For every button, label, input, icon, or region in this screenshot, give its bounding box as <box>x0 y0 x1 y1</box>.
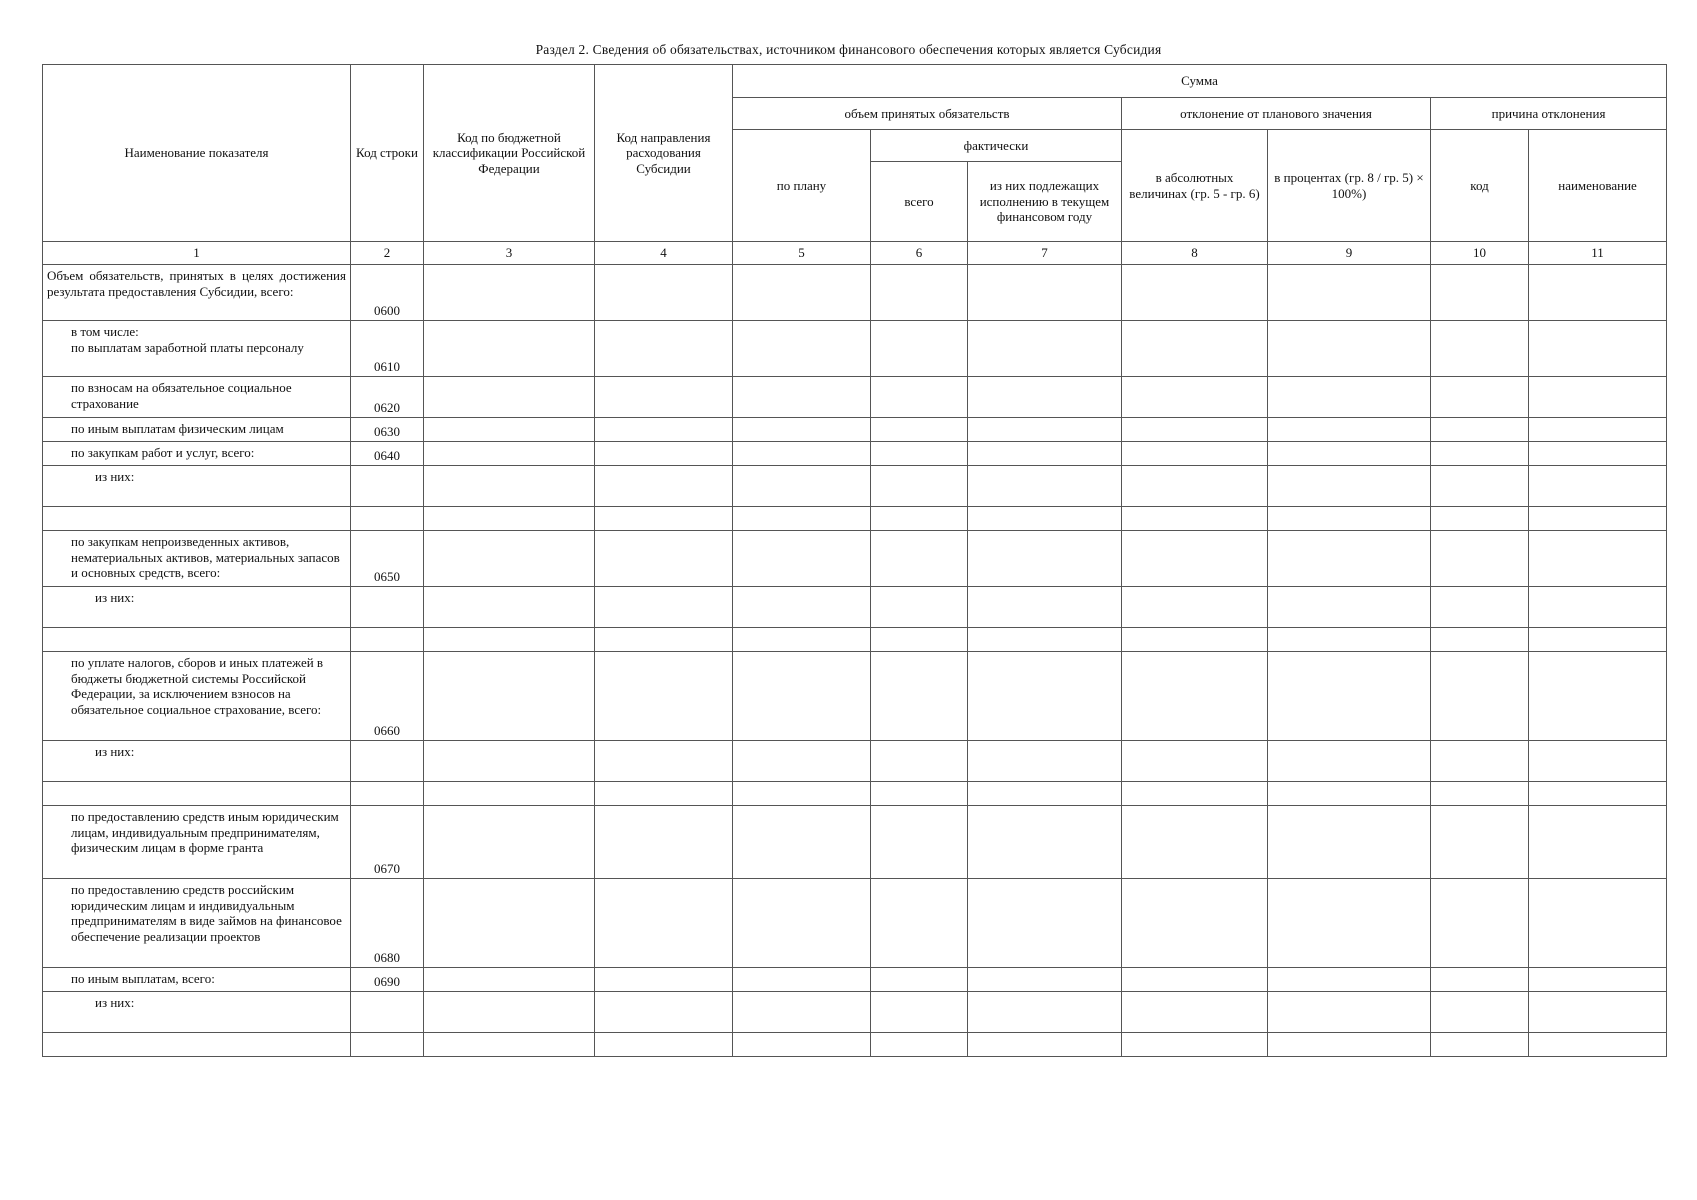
value-cell-col-9[interactable] <box>1268 418 1431 442</box>
value-cell-col-5[interactable] <box>733 265 871 321</box>
value-cell-col-10[interactable] <box>1431 418 1529 442</box>
value-cell-col-6[interactable] <box>871 652 968 741</box>
header-by-plan: по плану <box>733 130 871 242</box>
row-label: Объем обязательств, принятых в целях достижения результата предоставления Субсидии, всего: <box>43 265 351 321</box>
column-number: 8 <box>1122 242 1268 265</box>
value-cell-col-10[interactable] <box>1431 531 1529 587</box>
value-cell-col-11[interactable] <box>1529 321 1667 377</box>
value-cell-col-10[interactable] <box>1431 628 1529 652</box>
value-cell-col-9[interactable] <box>1268 587 1431 628</box>
row-code: 0600 <box>351 265 424 321</box>
value-cell-col-3[interactable] <box>424 652 595 741</box>
value-cell-col-5[interactable] <box>733 879 871 968</box>
value-cell-col-7[interactable] <box>968 466 1122 507</box>
value-cell-col-7[interactable] <box>968 782 1122 806</box>
value-cell-col-11[interactable] <box>1529 992 1667 1033</box>
value-cell-col-3[interactable] <box>424 466 595 507</box>
value-cell-col-3[interactable] <box>424 968 595 992</box>
row-label: по иным выплатам, всего: <box>43 968 351 992</box>
value-cell-col-10[interactable] <box>1431 265 1529 321</box>
value-cell-col-4[interactable] <box>595 628 733 652</box>
value-cell-col-8[interactable] <box>1122 587 1268 628</box>
value-cell-col-9[interactable] <box>1268 466 1431 507</box>
value-cell-col-11[interactable] <box>1529 507 1667 531</box>
value-cell-col-5[interactable] <box>733 968 871 992</box>
value-cell-col-11[interactable] <box>1529 652 1667 741</box>
value-cell-col-3[interactable] <box>424 1033 595 1057</box>
value-cell-col-3[interactable] <box>424 587 595 628</box>
value-cell-col-7[interactable] <box>968 442 1122 466</box>
value-cell-col-4[interactable] <box>595 531 733 587</box>
value-cell-col-7[interactable] <box>968 652 1122 741</box>
value-cell-col-6[interactable] <box>871 782 968 806</box>
value-cell-col-3[interactable] <box>424 321 595 377</box>
value-cell-col-9[interactable] <box>1268 442 1431 466</box>
value-cell-col-4[interactable] <box>595 321 733 377</box>
table-row <box>43 466 1667 507</box>
value-cell-col-9[interactable] <box>1268 806 1431 879</box>
value-cell-col-11[interactable] <box>1529 782 1667 806</box>
value-cell-col-11[interactable] <box>1529 377 1667 418</box>
value-cell-col-10[interactable] <box>1431 741 1529 782</box>
row-label <box>43 507 351 531</box>
value-cell-col-4[interactable] <box>595 507 733 531</box>
value-cell-col-6[interactable] <box>871 879 968 968</box>
row-code <box>351 507 424 531</box>
row-code: 0670 <box>351 806 424 879</box>
value-cell-col-4[interactable] <box>595 442 733 466</box>
value-cell-col-5[interactable] <box>733 992 871 1033</box>
value-cell-col-9[interactable] <box>1268 628 1431 652</box>
column-number: 7 <box>968 242 1122 265</box>
value-cell-col-8[interactable] <box>1122 992 1268 1033</box>
header-absolute: в абсолютных величинах (гр. 5 - гр. 6) <box>1122 130 1268 242</box>
value-cell-col-9[interactable] <box>1268 321 1431 377</box>
table-row <box>43 879 1667 968</box>
row-code: 0610 <box>351 321 424 377</box>
value-cell-col-7[interactable] <box>968 879 1122 968</box>
value-cell-col-8[interactable] <box>1122 628 1268 652</box>
value-cell-col-11[interactable] <box>1529 879 1667 968</box>
value-cell-col-4[interactable] <box>595 806 733 879</box>
table-row <box>43 806 1667 879</box>
value-cell-col-6[interactable] <box>871 968 968 992</box>
table-row <box>43 628 1667 652</box>
value-cell-col-4[interactable] <box>595 968 733 992</box>
value-cell-col-3[interactable] <box>424 531 595 587</box>
row-label <box>43 1033 351 1057</box>
value-cell-col-4[interactable] <box>595 652 733 741</box>
row-code: 0640 <box>351 442 424 466</box>
value-cell-col-8[interactable] <box>1122 1033 1268 1057</box>
header-indicator-name: Наименование показателя <box>43 65 351 242</box>
header-reason-name: наименование <box>1529 130 1667 242</box>
value-cell-col-9[interactable] <box>1268 992 1431 1033</box>
table-row <box>43 265 1667 321</box>
value-cell-col-8[interactable] <box>1122 507 1268 531</box>
value-cell-col-8[interactable] <box>1122 321 1268 377</box>
header-row-code: Код строки <box>351 65 424 242</box>
value-cell-col-5[interactable] <box>733 442 871 466</box>
value-cell-col-11[interactable] <box>1529 1033 1667 1057</box>
value-cell-col-7[interactable] <box>968 587 1122 628</box>
table-row <box>43 782 1667 806</box>
value-cell-col-3[interactable] <box>424 418 595 442</box>
row-code <box>351 466 424 507</box>
row-code: 0680 <box>351 879 424 968</box>
row-label <box>43 782 351 806</box>
value-cell-col-3[interactable] <box>424 806 595 879</box>
row-label: по закупкам работ и услуг, всего: <box>43 442 351 466</box>
row-code: 0620 <box>351 377 424 418</box>
row-label: из них: <box>43 466 351 507</box>
value-cell-col-10[interactable] <box>1431 806 1529 879</box>
value-cell-col-4[interactable] <box>595 466 733 507</box>
header-actual: фактически <box>871 130 1122 162</box>
value-cell-col-7[interactable] <box>968 531 1122 587</box>
table-row <box>43 531 1667 587</box>
value-cell-col-8[interactable] <box>1122 879 1268 968</box>
value-cell-col-4[interactable] <box>595 879 733 968</box>
value-cell-col-7[interactable] <box>968 321 1122 377</box>
value-cell-col-10[interactable] <box>1431 587 1529 628</box>
header-obligations-volume: объем принятых обязательств <box>733 98 1122 130</box>
column-number: 5 <box>733 242 871 265</box>
value-cell-col-5[interactable] <box>733 628 871 652</box>
value-cell-col-4[interactable] <box>595 782 733 806</box>
table-row <box>43 652 1667 741</box>
value-cell-col-9[interactable] <box>1268 741 1431 782</box>
value-cell-col-6[interactable] <box>871 741 968 782</box>
column-number: 2 <box>351 242 424 265</box>
value-cell-col-5[interactable] <box>733 652 871 741</box>
table-row <box>43 741 1667 782</box>
page-title: Раздел 2. Сведения об обязательствах, источником финансового обеспечения которых является Субсидия <box>535 42 1162 57</box>
value-cell-col-6[interactable] <box>871 321 968 377</box>
value-cell-col-8[interactable] <box>1122 418 1268 442</box>
value-cell-col-9[interactable] <box>1268 265 1431 321</box>
value-cell-col-8[interactable] <box>1122 741 1268 782</box>
table-row <box>43 377 1667 418</box>
value-cell-col-6[interactable] <box>871 806 968 879</box>
value-cell-col-11[interactable] <box>1529 741 1667 782</box>
table-row <box>43 321 1667 377</box>
column-number: 1 <box>43 242 351 265</box>
column-number: 4 <box>595 242 733 265</box>
value-cell-col-6[interactable] <box>871 377 968 418</box>
value-cell-col-4[interactable] <box>595 418 733 442</box>
value-cell-col-7[interactable] <box>968 377 1122 418</box>
header-actual-total: всего <box>871 162 968 242</box>
value-cell-col-7[interactable] <box>968 1033 1122 1057</box>
value-cell-col-7[interactable] <box>968 507 1122 531</box>
row-label: в том числе: по выплатам заработной платы персоналу <box>43 321 351 377</box>
header-direction-code: Код направления расходования Субсидии <box>595 65 733 242</box>
table-row <box>43 507 1667 531</box>
value-cell-col-6[interactable] <box>871 587 968 628</box>
value-cell-col-7[interactable] <box>968 992 1122 1033</box>
row-label: из них: <box>43 741 351 782</box>
value-cell-col-10[interactable] <box>1431 507 1529 531</box>
value-cell-col-7[interactable] <box>968 806 1122 879</box>
table-row <box>43 587 1667 628</box>
value-cell-col-5[interactable] <box>733 377 871 418</box>
value-cell-col-11[interactable] <box>1529 531 1667 587</box>
row-code: 0650 <box>351 531 424 587</box>
value-cell-col-5[interactable] <box>733 741 871 782</box>
value-cell-col-6[interactable] <box>871 1033 968 1057</box>
value-cell-col-6[interactable] <box>871 507 968 531</box>
value-cell-col-3[interactable] <box>424 782 595 806</box>
value-cell-col-9[interactable] <box>1268 968 1431 992</box>
value-cell-col-6[interactable] <box>871 418 968 442</box>
header-actual-current-year: из них подлежащих исполнению в текущем финансовом году <box>968 162 1122 242</box>
value-cell-col-11[interactable] <box>1529 587 1667 628</box>
value-cell-col-11[interactable] <box>1529 806 1667 879</box>
value-cell-col-3[interactable] <box>424 879 595 968</box>
value-cell-col-3[interactable] <box>424 265 595 321</box>
value-cell-col-4[interactable] <box>595 587 733 628</box>
table-row <box>43 968 1667 992</box>
value-cell-col-5[interactable] <box>733 507 871 531</box>
value-cell-col-6[interactable] <box>871 628 968 652</box>
value-cell-col-7[interactable] <box>968 418 1122 442</box>
value-cell-col-7[interactable] <box>968 628 1122 652</box>
column-number: 11 <box>1529 242 1667 265</box>
value-cell-col-10[interactable] <box>1431 782 1529 806</box>
value-cell-col-8[interactable] <box>1122 968 1268 992</box>
value-cell-col-5[interactable] <box>733 806 871 879</box>
row-code <box>351 1033 424 1057</box>
value-cell-col-4[interactable] <box>595 992 733 1033</box>
value-cell-col-7[interactable] <box>968 968 1122 992</box>
value-cell-col-5[interactable] <box>733 782 871 806</box>
header-deviation-from-plan: отклонение от планового значения <box>1122 98 1431 130</box>
value-cell-col-11[interactable] <box>1529 265 1667 321</box>
value-cell-col-9[interactable] <box>1268 782 1431 806</box>
value-cell-col-7[interactable] <box>968 265 1122 321</box>
value-cell-col-9[interactable] <box>1268 507 1431 531</box>
value-cell-col-3[interactable] <box>424 377 595 418</box>
value-cell-col-8[interactable] <box>1122 265 1268 321</box>
value-cell-col-11[interactable] <box>1529 442 1667 466</box>
value-cell-col-10[interactable] <box>1431 442 1529 466</box>
value-cell-col-3[interactable] <box>424 628 595 652</box>
row-code: 0690 <box>351 968 424 992</box>
value-cell-col-8[interactable] <box>1122 531 1268 587</box>
value-cell-col-6[interactable] <box>871 992 968 1033</box>
table-row <box>43 442 1667 466</box>
value-cell-col-5[interactable] <box>733 418 871 442</box>
value-cell-col-6[interactable] <box>871 265 968 321</box>
row-label: по взносам на обязательное социальное страхование <box>43 377 351 418</box>
value-cell-col-4[interactable] <box>595 1033 733 1057</box>
value-cell-col-5[interactable] <box>733 587 871 628</box>
header-reason-code: код <box>1431 130 1529 242</box>
value-cell-col-8[interactable] <box>1122 377 1268 418</box>
value-cell-col-8[interactable] <box>1122 782 1268 806</box>
value-cell-col-10[interactable] <box>1431 321 1529 377</box>
row-code <box>351 628 424 652</box>
row-label: из них: <box>43 587 351 628</box>
row-label: по уплате налогов, сборов и иных платежей в бюджеты бюджетной системы Российской Федерации, за исключением взносов на обязательное социальное страхование, всего: <box>43 652 351 741</box>
value-cell-col-9[interactable] <box>1268 531 1431 587</box>
header-deviation-reason: причина отклонения <box>1431 98 1667 130</box>
table-row <box>43 992 1667 1033</box>
row-code <box>351 992 424 1033</box>
value-cell-col-10[interactable] <box>1431 466 1529 507</box>
value-cell-col-5[interactable] <box>733 531 871 587</box>
header-sum: Сумма <box>733 65 1667 98</box>
value-cell-col-11[interactable] <box>1529 466 1667 507</box>
value-cell-col-6[interactable] <box>871 442 968 466</box>
header-percent: в процентах (гр. 8 / гр. 5) × 100%) <box>1268 130 1431 242</box>
row-code: 0660 <box>351 652 424 741</box>
row-label <box>43 628 351 652</box>
value-cell-col-8[interactable] <box>1122 652 1268 741</box>
obligations-table <box>42 64 1667 1057</box>
value-cell-col-3[interactable] <box>424 442 595 466</box>
column-number: 3 <box>424 242 595 265</box>
value-cell-col-3[interactable] <box>424 992 595 1033</box>
table-row <box>43 1033 1667 1057</box>
value-cell-col-9[interactable] <box>1268 1033 1431 1057</box>
table-body <box>43 265 1667 1057</box>
value-cell-col-9[interactable] <box>1268 652 1431 741</box>
row-label: по предоставлению средств российским юридическим лицам и индивидуальным предпринимателям в виде займов на финансовое обеспечение реализации проектов <box>43 879 351 968</box>
row-code <box>351 587 424 628</box>
row-code <box>351 741 424 782</box>
value-cell-col-8[interactable] <box>1122 466 1268 507</box>
row-code: 0630 <box>351 418 424 442</box>
value-cell-col-10[interactable] <box>1431 1033 1529 1057</box>
value-cell-col-10[interactable] <box>1431 879 1529 968</box>
value-cell-col-7[interactable] <box>968 741 1122 782</box>
row-code <box>351 782 424 806</box>
column-numbers-row <box>43 242 1667 265</box>
row-label: по иным выплатам физическим лицам <box>43 418 351 442</box>
value-cell-col-9[interactable] <box>1268 377 1431 418</box>
value-cell-col-11[interactable] <box>1529 968 1667 992</box>
value-cell-col-5[interactable] <box>733 466 871 507</box>
row-label: по предоставлению средств иным юридическим лицам, индивидуальным предпринимателям, физическим лицам в форме гранта <box>43 806 351 879</box>
value-cell-col-5[interactable] <box>733 321 871 377</box>
value-cell-col-10[interactable] <box>1431 377 1529 418</box>
value-cell-col-6[interactable] <box>871 466 968 507</box>
value-cell-col-3[interactable] <box>424 507 595 531</box>
column-number: 10 <box>1431 242 1529 265</box>
header-budget-code: Код по бюджетной классификации Российской Федерации <box>424 65 595 242</box>
value-cell-col-3[interactable] <box>424 741 595 782</box>
row-label: из них: <box>43 992 351 1033</box>
table-row <box>43 418 1667 442</box>
value-cell-col-4[interactable] <box>595 377 733 418</box>
value-cell-col-4[interactable] <box>595 741 733 782</box>
value-cell-col-5[interactable] <box>733 1033 871 1057</box>
value-cell-col-11[interactable] <box>1529 418 1667 442</box>
row-label: по закупкам непроизведенных активов, нематериальных активов, материальных запасов и основных средств, всего: <box>43 531 351 587</box>
value-cell-col-4[interactable] <box>595 265 733 321</box>
column-number: 9 <box>1268 242 1431 265</box>
value-cell-col-6[interactable] <box>871 531 968 587</box>
value-cell-col-8[interactable] <box>1122 806 1268 879</box>
value-cell-col-11[interactable] <box>1529 628 1667 652</box>
value-cell-col-10[interactable] <box>1431 652 1529 741</box>
value-cell-col-10[interactable] <box>1431 992 1529 1033</box>
value-cell-col-9[interactable] <box>1268 879 1431 968</box>
value-cell-col-10[interactable] <box>1431 968 1529 992</box>
column-number: 6 <box>871 242 968 265</box>
value-cell-col-8[interactable] <box>1122 442 1268 466</box>
